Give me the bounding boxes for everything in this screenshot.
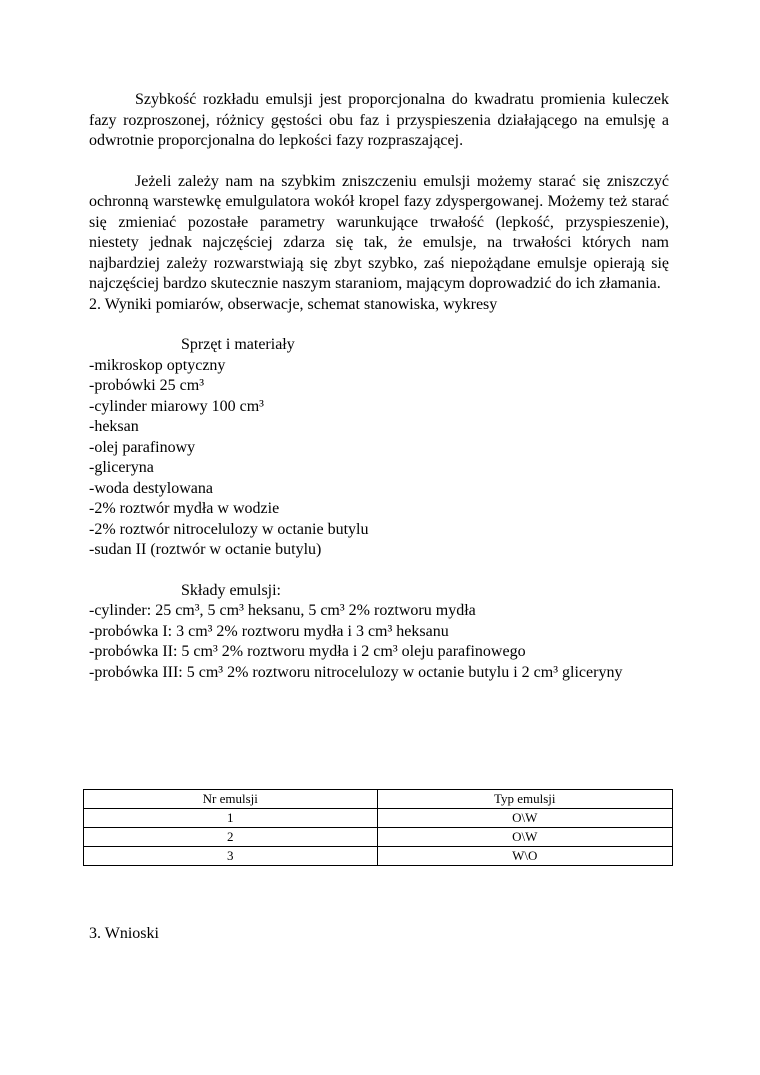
- document-body: [89, 90, 669, 683]
- table-row: [84, 847, 673, 866]
- cell-emulsion-number: 1: [84, 809, 378, 828]
- section-spacer: [89, 561, 669, 581]
- equipment-item: -2% roztwór mydła w wodzie: [89, 500, 280, 517]
- composition-item: -cylinder: 25 cm³, 5 cm³ heksanu, 5 cm³ 2% roztworu mydła: [89, 602, 476, 619]
- equipment-item: -sudan II (roztwór w octanie butylu): [89, 541, 322, 558]
- equipment-item: -mikroskop optyczny: [89, 356, 226, 374]
- equipment-item: -cylinder miarowy 100 cm³: [89, 397, 264, 415]
- paragraph-emulsion-rate: Szybkość rozkładu emulsji jest proporcjonalna do kwadratu promienia kuleczek fazy rozproszonej, różnicy gęstości obu faz i przyspieszenia działającego na emulsję a odwrotnie proporcjonalna do lepkości fazy rozpraszającej.: [89, 91, 669, 149]
- compositions-heading: Składy emulsji:: [181, 581, 281, 599]
- equipment-item: -gliceryna: [89, 459, 154, 476]
- cell-emulsion-number: 3: [84, 847, 378, 866]
- cell-emulsion-type: O\W: [377, 809, 673, 828]
- column-header-emulsion-type: Typ emulsji: [377, 790, 673, 809]
- equipment-item: -woda destylowana: [89, 479, 213, 497]
- paragraph-spacer: [89, 152, 669, 172]
- composition-item: -probówka II: 5 cm³ 2% roztworu mydła i 2 cm³ oleju parafinowego: [89, 643, 526, 660]
- composition-item: -probówka III: 5 cm³ 2% roztworu nitrocelulozy w octanie butylu i 2 cm³ gliceryny: [89, 663, 623, 681]
- section-2-heading: 2. Wyniki pomiarów, obserwacje, schemat stanowiska, wykresy: [89, 295, 498, 313]
- equipment-item: -heksan: [89, 418, 139, 435]
- cell-emulsion-type: W\O: [377, 847, 673, 866]
- table-row: [84, 828, 673, 847]
- table-row: [84, 809, 673, 828]
- cell-emulsion-type: O\W: [377, 828, 673, 847]
- emulsion-type-table: [83, 789, 673, 866]
- equipment-heading: Sprzęt i materiały: [181, 336, 295, 353]
- cell-emulsion-number: 2: [84, 828, 378, 847]
- column-header-emulsion-number: Nr emulsji: [84, 790, 378, 809]
- section-spacer: [89, 315, 669, 335]
- equipment-list: [89, 356, 669, 561]
- composition-item: -probówka I: 3 cm³ 2% roztworu mydła i 3 cm³ heksanu: [89, 622, 449, 640]
- section-3-heading: 3. Wnioski: [89, 925, 159, 942]
- paragraph-emulsion-destruction: Jeżeli zależy nam na szybkim zniszczeniu emulsji możemy starać się zniszczyć ochronną warstewkę emulgulatora wokół kropel fazy zdyspergowanej. Możemy też starać się zmieniać pozostałe parametry warunkujące trwałość (lepkość, przyspieszenie), niestety jednak najczęściej zdarza się tak, że emulsje, na trwałości których nam najbardziej zależy rozwarstwiają się zbyt szybko, zaś niepożądane emulsje opierają się najczęściej bardzo skutecznie naszym staraniom, mającym doprowadzić do ich złamania.: [89, 172, 669, 292]
- table-header-row: [84, 790, 673, 809]
- equipment-item: -probówki 25 cm³: [89, 377, 204, 394]
- equipment-item: -2% roztwór nitrocelulozy w octanie butylu: [89, 520, 369, 538]
- equipment-item: -olej parafinowy: [89, 438, 196, 456]
- compositions-list: [89, 601, 669, 683]
